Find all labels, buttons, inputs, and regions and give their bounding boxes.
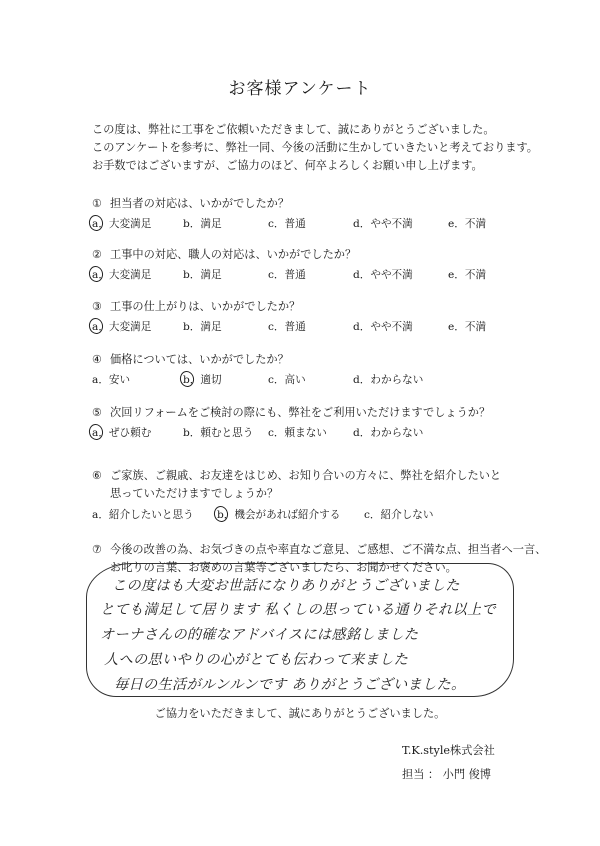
person-in-charge: 担当 ： 小門 俊博 — [402, 768, 491, 781]
question-6-line-2: 思っていただけますでしょうか？ — [110, 487, 279, 500]
question-number: ② — [92, 248, 103, 261]
question-text: 次回リフォームをご検討の際にも、弊社をご利用いただけますでしょうか？ — [110, 406, 491, 419]
question-1 — [92, 195, 289, 211]
question-2 — [92, 246, 356, 262]
option-2-b[interactable]: b．満足 — [183, 269, 222, 281]
option-5-b[interactable]: b．頼むと思う — [183, 427, 254, 439]
question-7 — [92, 541, 546, 557]
intro-line-2: このアンケートを参考に、弊社一同、今後の活動に生かしていきたいと考えております。 — [92, 141, 538, 154]
option-4-d[interactable]: d．わからない — [353, 374, 424, 386]
question-number: ① — [92, 197, 103, 210]
page-title: お客様アンケート — [228, 79, 372, 99]
option-5-d[interactable]: d．わからない — [353, 427, 424, 439]
option-1-c[interactable]: c．普通 — [268, 218, 306, 230]
question-number: ③ — [92, 300, 103, 313]
option-3-d[interactable]: d．やや不満 — [353, 321, 413, 333]
intro-line-3: お手数ではございますが、ご協力のほど、何卒よろしくお願い申し上げます。 — [92, 159, 483, 172]
option-1-b[interactable]: b．満足 — [183, 218, 222, 230]
company-name: T.K.style株式会社 — [402, 744, 495, 757]
handwritten-line-3: オーナさんの的確なアドバイスには感銘しました — [100, 627, 419, 643]
handwritten-line-1: この度はも大変お世話になりありがとうございました — [112, 578, 460, 594]
question-7-line-2: お叱りの言葉、お褒めの言葉等ございましたら、お聞かせください。 — [110, 561, 457, 574]
option-1-e[interactable]: e．不満 — [448, 218, 487, 230]
question-3 — [92, 298, 300, 314]
option-5-a[interactable]: a．ぜひ頼む — [92, 427, 152, 439]
question-5 — [92, 404, 490, 420]
option-6-a[interactable]: a．紹介したいと思う — [92, 509, 194, 521]
intro-line-1: この度は、弊社に工事をご依頼いただきまして、誠にありがとうございました。 — [92, 123, 495, 136]
handwritten-line-4: 人への思いやりの心がとても伝わって来ました — [104, 652, 409, 668]
question-text: 今後の改善の為、お気づきの点や率直なご意見、ご感想、ご不満な点、担当者へ一言、 — [110, 543, 547, 556]
question-number: ⑦ — [92, 543, 103, 556]
question-text: 工事の仕上がりは、いかがでしたか？ — [110, 300, 301, 313]
question-number: ⑤ — [92, 406, 103, 419]
question-text: 担当者の対応は、いかがでしたか？ — [110, 197, 290, 210]
option-1-a[interactable]: a．大変満足 — [92, 218, 152, 230]
option-3-e[interactable]: e．不満 — [448, 321, 487, 333]
option-4-a[interactable]: a．安い — [92, 374, 131, 386]
option-4-b[interactable]: b．適切 — [183, 374, 222, 386]
option-2-d[interactable]: d．やや不満 — [353, 269, 413, 281]
option-3-b[interactable]: b．満足 — [183, 321, 222, 333]
question-text: 工事中の対応、職人の対応は、いかがでしたか？ — [110, 248, 357, 261]
option-2-a[interactable]: a．大変満足 — [92, 269, 152, 281]
option-2-c[interactable]: c．普通 — [268, 269, 306, 281]
handwritten-line-5: 毎日の生活がルンルンです ありがとうございました。 — [114, 677, 466, 693]
option-2-e[interactable]: e．不満 — [448, 269, 487, 281]
question-text: 価格については、いかがでしたか？ — [110, 353, 289, 366]
handwritten-line-2: とても満足して居ります 私くしの思っている通りそれ以上で — [100, 602, 496, 618]
option-5-c[interactable]: c．頼まない — [268, 427, 327, 439]
question-6 — [92, 467, 501, 483]
question-4 — [92, 351, 289, 367]
question-text: ご家族、ご親戚、お友達をはじめ、お知り合いの方々に、弊社を紹介したいと — [110, 469, 502, 482]
option-4-c[interactable]: c．高い — [268, 374, 306, 386]
option-3-a[interactable]: a．大変満足 — [92, 321, 152, 333]
option-1-d[interactable]: d．やや不満 — [353, 218, 413, 230]
question-number: ⑥ — [92, 469, 103, 482]
question-number: ④ — [92, 353, 103, 366]
option-6-b[interactable]: b．機会があれば紹介する — [217, 509, 341, 521]
closing-thanks: ご協力をいただきまして、誠にありがとうございました。 — [154, 707, 446, 720]
option-6-c[interactable]: c．紹介しない — [364, 509, 434, 521]
option-3-c[interactable]: c．普通 — [268, 321, 306, 333]
